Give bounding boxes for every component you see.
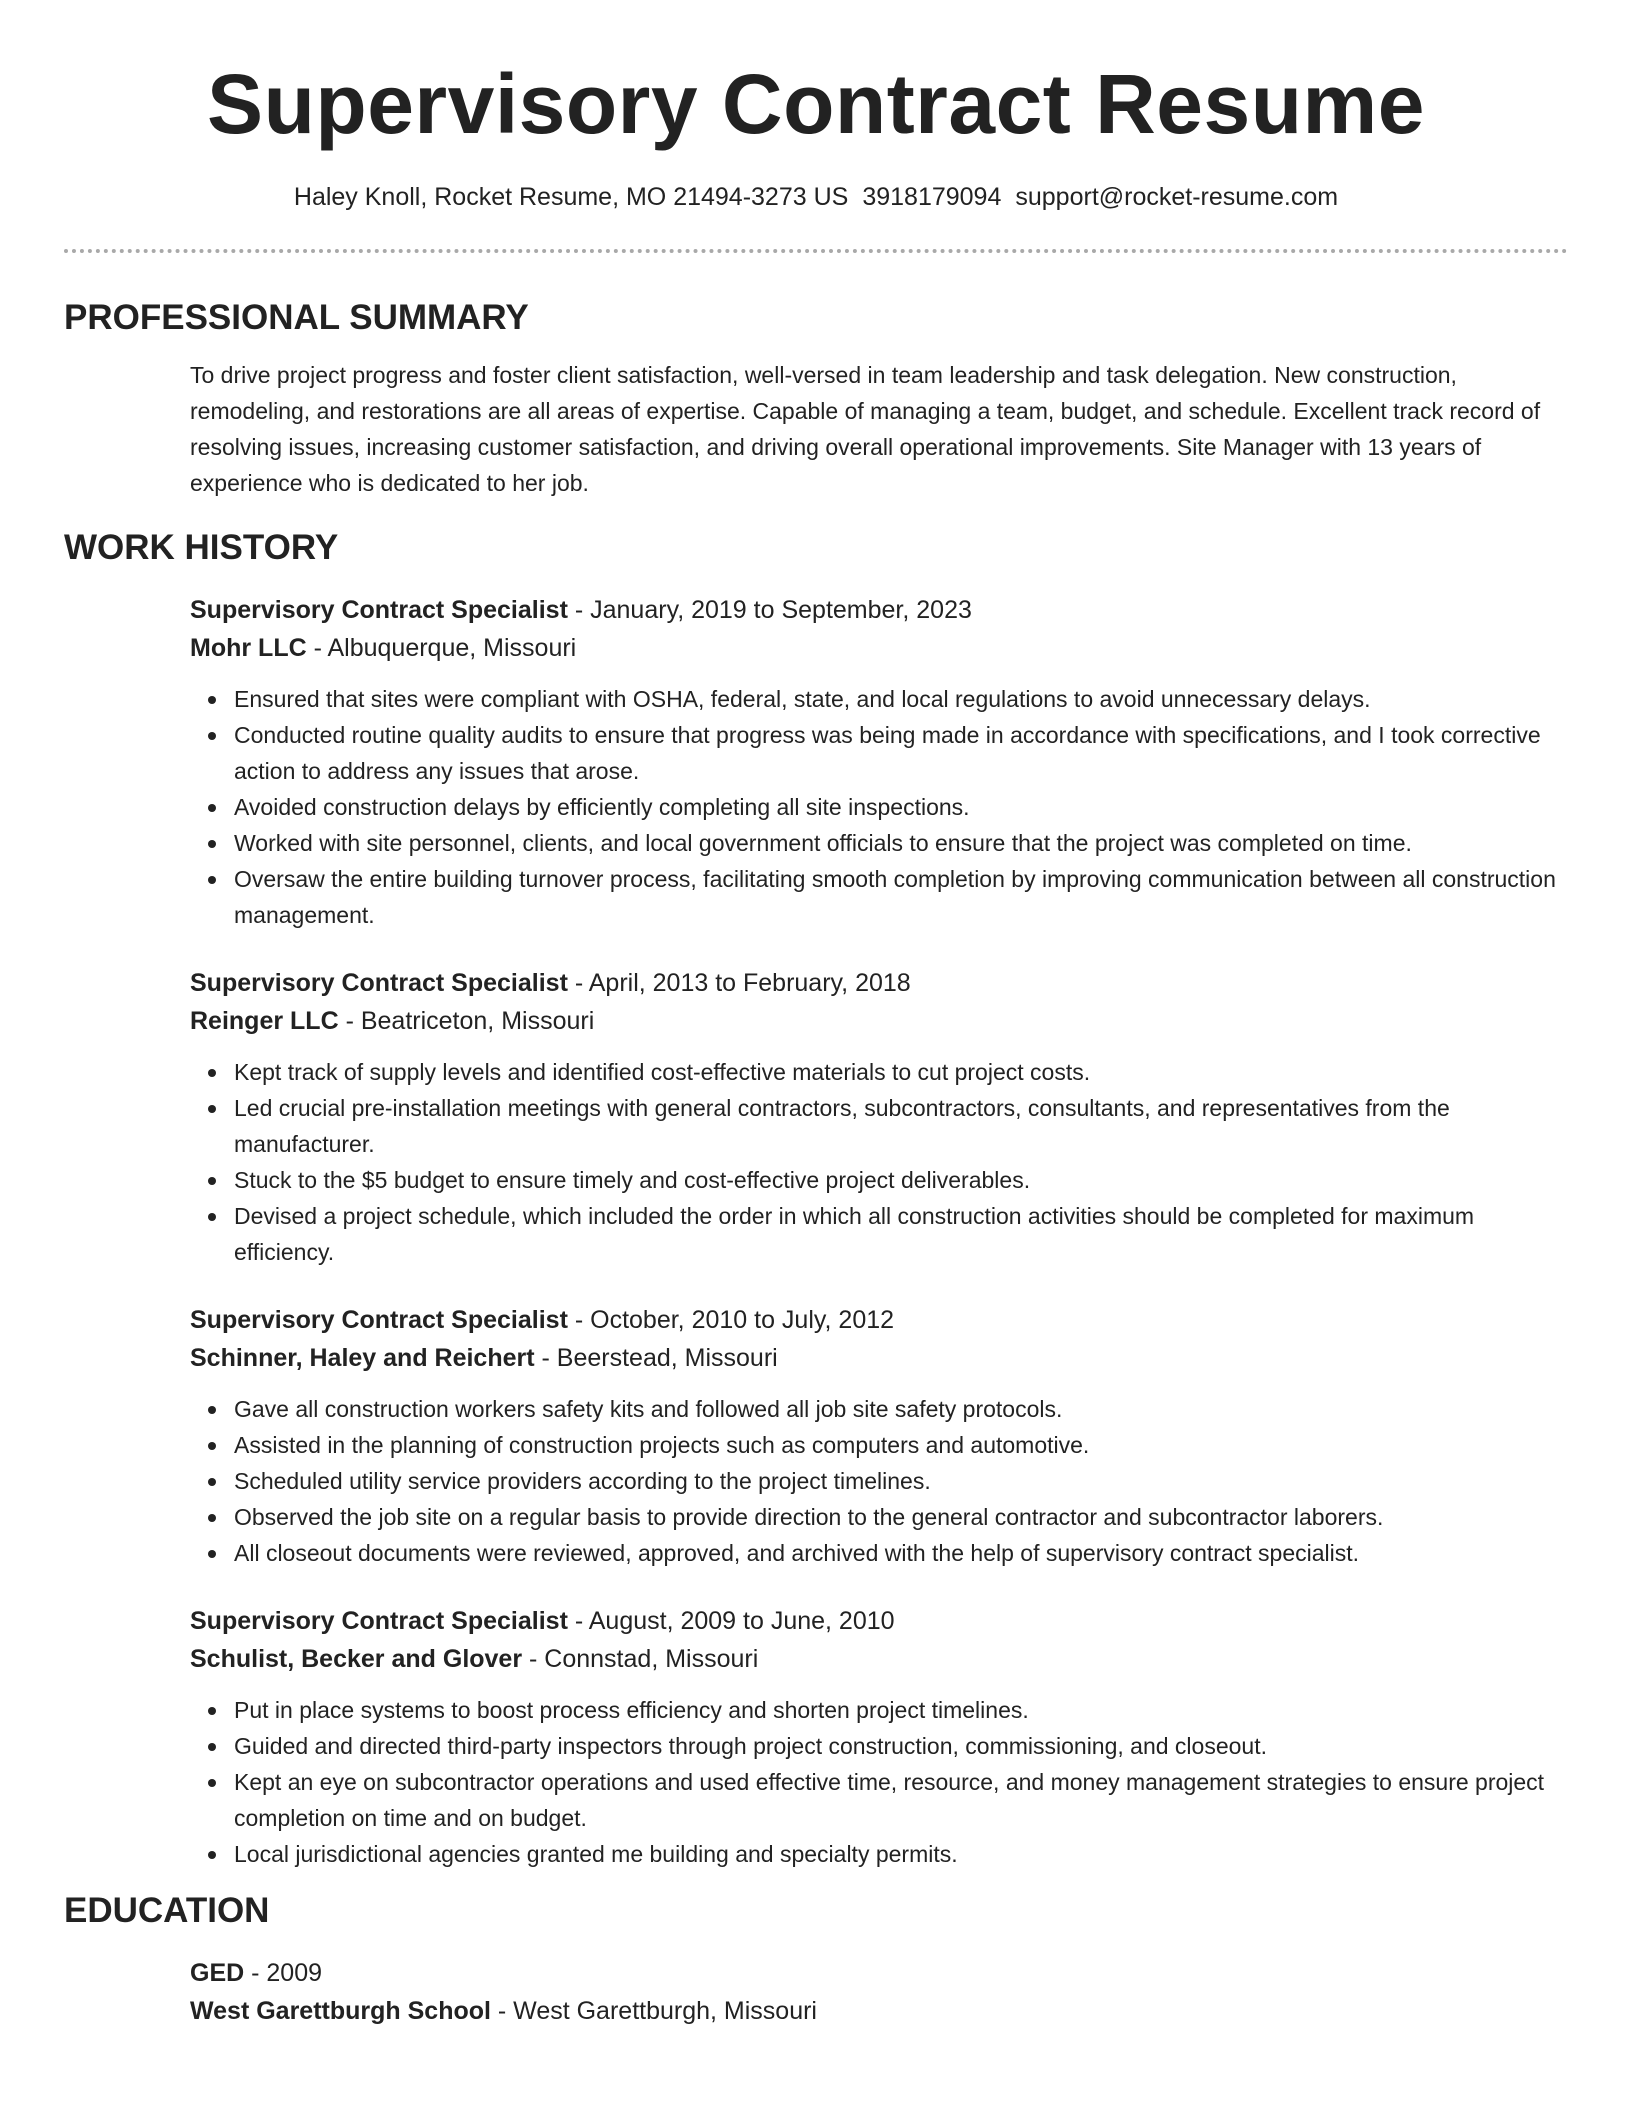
job-company-line [190,629,1568,667]
contact-line [64,182,1568,212]
education-section [64,1890,1568,2030]
job-dates: - October, 2010 to July, 2012 [567,1306,895,1334]
job-company: Schulist, Becker and Glover [190,1645,523,1673]
summary-section [64,297,1568,501]
job-bullet: Assisted in the planning of construction projects such as computers and automotive. [234,1427,1568,1463]
summary-text: To drive project progress and foster client satisfaction, well-versed in team leadership and task delegation. New construction, remodeling, and restorations are all areas of expertise. Capable of managing a team, budget, and schedule. Excellent track record of resolving issues, increasing customer satisfaction, and driving overall operational improvements. Site Manager with 13 years of experience who is dedicated to her job. [190,362,1541,496]
job-company: Reinger LLC [190,1007,339,1035]
work-history-section [64,527,1568,1872]
job-bullet: Stuck to the $5 budget to ensure timely and cost-effective project deliverables. [234,1162,1568,1198]
job-bullet: Worked with site personnel, clients, and local government officials to ensure that the project was completed on time. [234,825,1568,861]
job-bullet: Kept an eye on subcontractor operations and used effective time, resource, and money management strategies to ensure project completion on time and on budget. [234,1764,1568,1836]
contact-phone: 3918179094 [862,183,1002,211]
job-bullet: Devised a project schedule, which included the order in which all construction activities should be completed for maximum efficiency. [234,1198,1568,1270]
job-title: Supervisory Contract Specialist [190,969,568,997]
header-divider [64,249,1568,253]
job-company-line [190,1339,1568,1377]
education-heading: EDUCATION [64,1891,270,1930]
job-location: - Albuquerque, Missouri [306,634,577,662]
job-bullet: Oversaw the entire building turnover process, facilitating smooth completion by improving communication between all construction management. [234,861,1568,933]
job-entry [64,591,1568,933]
resume-title: Supervisory Contract Resume [207,57,1425,151]
job-entry [64,1301,1568,1571]
job-company: Mohr LLC [190,634,307,662]
education-location: - West Garettburgh, Missouri [490,1997,817,2025]
job-bullet: Kept track of supply levels and identified cost-effective materials to cut project costs. [234,1054,1568,1090]
job-location: - Beerstead, Missouri [534,1344,778,1372]
job-location: - Beatriceton, Missouri [338,1007,595,1035]
job-company-line [190,1640,1568,1678]
job-company-line [190,1002,1568,1040]
contact-email: support@rocket-resume.com [1015,183,1339,211]
contact-address: Haley Knoll, Rocket Resume, MO 21494-3273 US [293,183,849,211]
job-entry [64,964,1568,1270]
job-dates: - August, 2009 to June, 2010 [567,1607,895,1635]
education-school-line [190,1992,1568,2030]
job-bullet: Ensured that sites were compliant with OSHA, federal, state, and local regulations to avoid unnecessary delays. [234,681,1568,717]
job-bullets [190,1391,1568,1571]
job-bullet: Guided and directed third-party inspectors through project construction, commissioning, and closeout. [234,1728,1568,1764]
job-title: Supervisory Contract Specialist [190,596,568,624]
job-bullet: Local jurisdictional agencies granted me building and specialty permits. [234,1836,1568,1872]
summary-heading: PROFESSIONAL SUMMARY [64,298,529,337]
education-school: West Garettburgh School [190,1997,491,2025]
job-title-line [190,1602,1568,1640]
job-bullet: All closeout documents were reviewed, approved, and archived with the help of supervisory contract specialist. [234,1535,1568,1571]
job-title-line [190,1301,1568,1339]
work-history-heading: WORK HISTORY [64,528,339,567]
job-bullets [190,1692,1568,1872]
job-bullet: Put in place systems to boost process efficiency and shorten project timelines. [234,1692,1568,1728]
education-degree: GED [190,1959,245,1987]
job-title-line [190,591,1568,629]
job-bullet: Scheduled utility service providers according to the project timelines. [234,1463,1568,1499]
job-bullet: Conducted routine quality audits to ensure that progress was being made in accordance with specifications, and I took corrective action to address any issues that arose. [234,717,1568,789]
job-entry [64,1602,1568,1872]
job-bullet: Avoided construction delays by efficiently completing all site inspections. [234,789,1568,825]
education-year: - 2009 [244,1959,323,1987]
job-bullets [190,1054,1568,1270]
job-company: Schinner, Haley and Reichert [190,1344,535,1372]
job-dates: - January, 2019 to September, 2023 [567,596,972,624]
job-title: Supervisory Contract Specialist [190,1306,568,1334]
job-bullets [190,681,1568,933]
education-degree-line [190,1954,1568,1992]
job-title-line [190,964,1568,1002]
job-dates: - April, 2013 to February, 2018 [567,969,911,997]
job-location: - Connstad, Missouri [522,1645,759,1673]
job-bullet: Led crucial pre-installation meetings with general contractors, subcontractors, consultants, and representatives from the manufacturer. [234,1090,1568,1162]
job-bullet: Gave all construction workers safety kits and followed all job site safety protocols. [234,1391,1568,1427]
job-title: Supervisory Contract Specialist [190,1607,568,1635]
job-bullet: Observed the job site on a regular basis to provide direction to the general contractor and subcontractor laborers. [234,1499,1568,1535]
